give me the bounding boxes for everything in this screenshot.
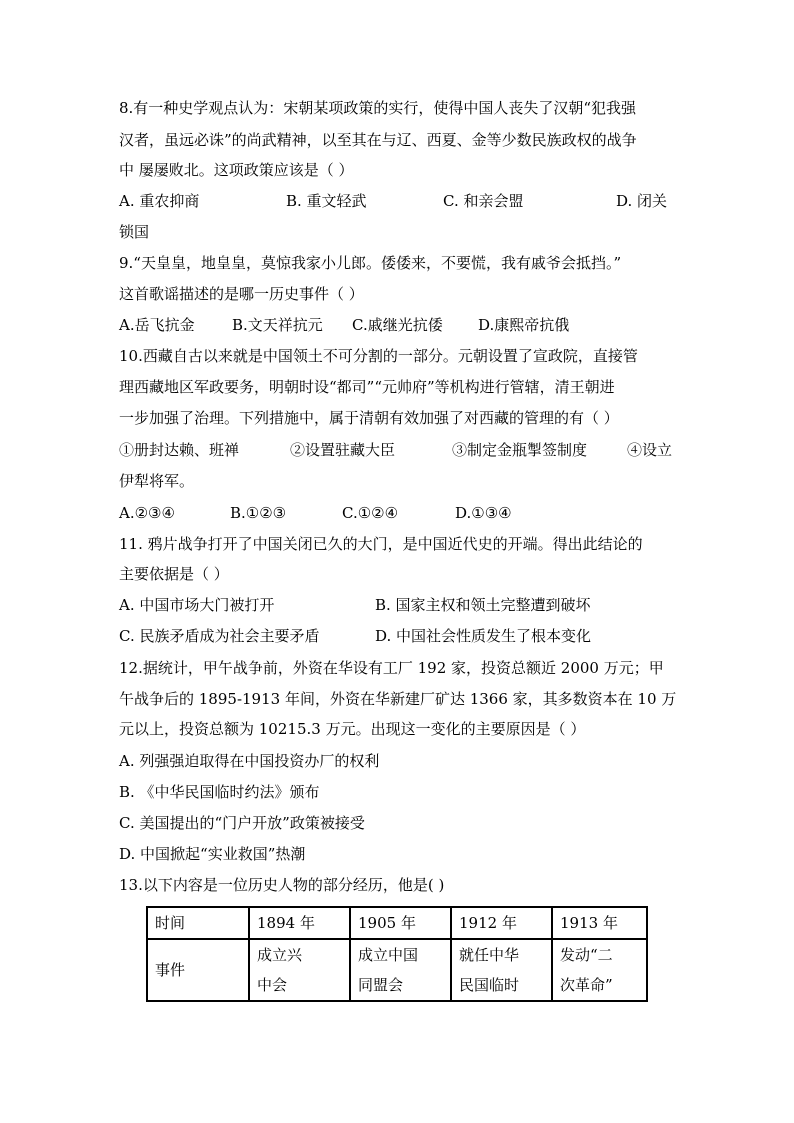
table-cell-event — [451, 939, 552, 1001]
q11-option-c[interactable]: C. 民族矛盾成为社会主要矛盾 — [119, 627, 320, 645]
q8-stem-line3: 中 屡屡败北。这项政策应该是（ ） — [119, 161, 354, 179]
q8-stem-line2: 汉者，虽远必诛”的尚武精神，以至其在与辽、西夏、金等少数民族政权的战争 — [119, 131, 637, 149]
table-cell-year: 1894 年 — [249, 907, 350, 939]
q12-option-b[interactable]: B. 《中华民国临时约法》颁布 — [119, 783, 320, 801]
q9-stem-line2: 这首歌谣描述的是哪一历史事件（ ） — [119, 285, 364, 303]
event-line: 成立中国 — [358, 946, 419, 964]
table-cell-year: 1913 年 — [552, 907, 647, 939]
q10-item-3: ③制定金瓶掣签制度 — [452, 441, 588, 459]
table-header-time: 时间 — [147, 907, 249, 939]
q10-stem-line1: 10.西藏自古以来就是中国领土不可分割的一部分。元朝设置了宣政院，直接管 — [119, 347, 638, 365]
q8-option-c[interactable]: C. 和亲会盟 — [443, 192, 524, 210]
q11-stem-line2: 主要依据是（ ） — [119, 565, 229, 583]
event-line: 次革命” — [560, 976, 613, 994]
table-cell-event — [552, 939, 647, 1001]
q12-stem-line3: 元以上，投资总额为 10215.3 万元。出现这一变化的主要原因是（ ） — [119, 720, 586, 738]
q12-option-d[interactable]: D. 中国掀起“实业救国”热潮 — [119, 845, 306, 863]
table-cell-year: 1905 年 — [350, 907, 451, 939]
q10-item-4: ④设立 — [627, 441, 673, 459]
q10-item-4-cont: 伊犁将军。 — [119, 472, 195, 490]
event-line: 发动“二 — [560, 946, 613, 964]
table-header-event: 事件 — [147, 939, 249, 1001]
q10-option-d[interactable]: D.①③④ — [455, 504, 512, 522]
q9-option-d[interactable]: D.康熙帝抗俄 — [478, 316, 570, 334]
q12-stem-line1: 12.据统计，甲午战争前，外资在华设有工厂 192 家，投资总额近 2000 万元；甲 — [119, 659, 664, 677]
table-cell-event — [350, 939, 451, 1001]
q9-option-c[interactable]: C.戚继光抗倭 — [352, 316, 443, 334]
q10-option-c[interactable]: C.①②④ — [342, 504, 399, 522]
event-line: 就任中华 — [459, 946, 520, 964]
q13-timeline-table — [146, 906, 648, 1002]
event-line: 同盟会 — [358, 976, 404, 994]
q10-stem-line2: 理西藏地区军政要务，明朝时设“都司”“元帅府”等机构进行管辖，清王朝进 — [119, 378, 615, 396]
q12-option-c[interactable]: C. 美国提出的“门户开放”政策被接受 — [119, 814, 365, 832]
event-line: 成立兴 — [257, 946, 303, 964]
q9-option-a[interactable]: A.岳飞抗金 — [119, 316, 195, 334]
q8-option-a[interactable]: A. 重农抑商 — [119, 192, 200, 210]
q11-option-d[interactable]: D. 中国社会性质发生了根本变化 — [375, 627, 592, 645]
q13-stem-line1: 13.以下内容是一位历史人物的部分经历，他是( ) — [119, 876, 445, 894]
table-row — [147, 907, 647, 939]
table-row — [147, 939, 647, 1001]
q11-option-b[interactable]: B. 国家主权和领土完整遭到破坏 — [375, 596, 591, 614]
q8-stem-line1: 8.有一种史学观点认为：宋朝某项政策的实行，使得中国人丧失了汉朝“犯我强 — [119, 99, 636, 117]
table-cell-year: 1912 年 — [451, 907, 552, 939]
q11-stem-line1: 11. 鸦片战争打开了中国关闭已久的大门，是中国近代史的开端。得出此结论的 — [119, 535, 643, 553]
table-cell-event — [249, 939, 350, 1001]
q10-option-a[interactable]: A.②③④ — [119, 504, 175, 522]
event-line: 中会 — [257, 976, 288, 994]
q8-option-d[interactable]: D. 闭关 — [616, 192, 668, 210]
q8-option-b[interactable]: B. 重文轻武 — [286, 192, 367, 210]
q9-option-b[interactable]: B.文天祥抗元 — [232, 316, 323, 334]
q10-item-1: ①册封达赖、班禅 — [119, 441, 240, 459]
q12-option-a[interactable]: A. 列强强迫取得在中国投资办厂的权利 — [119, 752, 380, 770]
q10-stem-line3: 一步加强了治理。下列措施中，属于清朝有效加强了对西藏的管理的有（ ） — [119, 409, 619, 427]
q12-stem-line2: 午战争后的 1895-1913 年间，外资在华新建厂矿达 1366 家，其多数资本在 10 万 — [119, 690, 677, 708]
q10-option-b[interactable]: B.①②③ — [230, 504, 287, 522]
q11-option-a[interactable]: A. 中国市场大门被打开 — [119, 596, 275, 614]
q9-stem-line1: 9.“天皇皇，地皇皇，莫惊我家小儿郎。倭倭来，不要慌，我有戚爷会抵挡。” — [119, 254, 622, 272]
q8-option-d-cont: 锁国 — [119, 223, 150, 241]
q10-item-2: ②设置驻藏大臣 — [290, 441, 396, 459]
event-line: 民国临时 — [459, 976, 520, 994]
